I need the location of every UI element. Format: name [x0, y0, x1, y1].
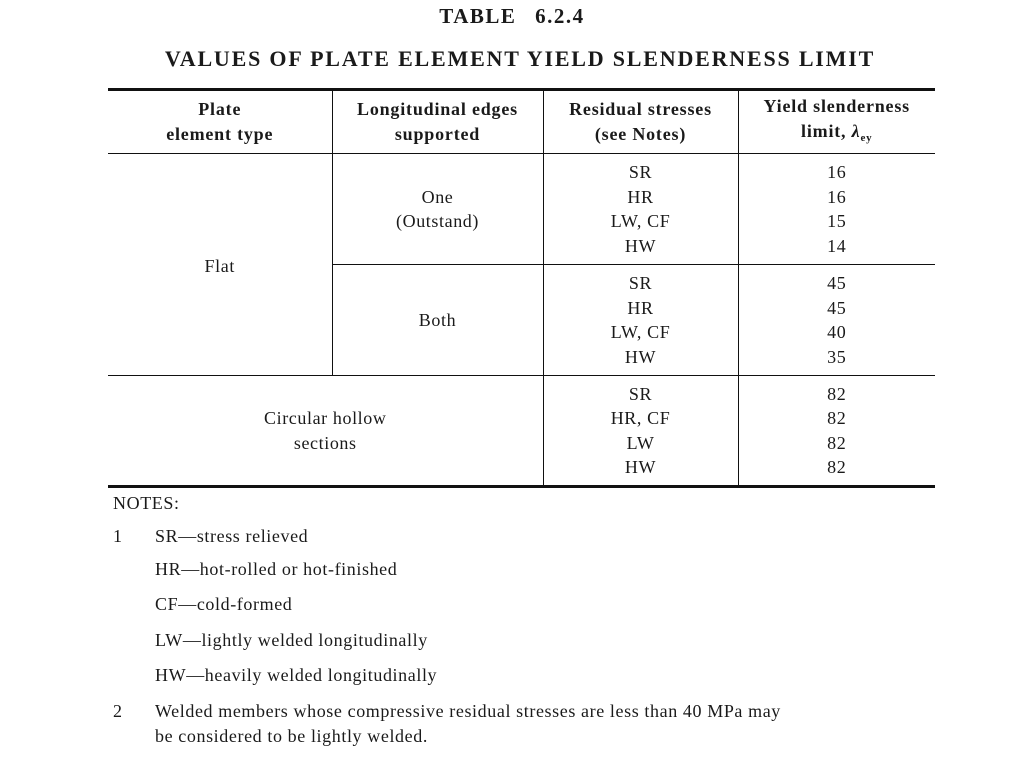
stresses-cell: [543, 154, 738, 265]
limit-value: 45: [827, 273, 847, 293]
limits-cell: [738, 154, 935, 265]
limit-value: 82: [827, 408, 847, 428]
plate-type-text: Circular hollow: [264, 408, 387, 428]
note-number: 2: [113, 701, 123, 721]
stress-value: HR: [627, 297, 654, 318]
table-row: [108, 154, 935, 265]
stresses-cell: [543, 376, 738, 487]
table-title: VALUES OF PLATE ELEMENT YIELD SLENDERNESS LIMIT: [164, 46, 876, 71]
note-line: be considered to be lightly welded.: [155, 726, 428, 746]
slenderness-table: [108, 88, 935, 488]
limit-value: 15: [827, 211, 847, 231]
limit-value: 40: [827, 322, 847, 342]
notes-heading: NOTES:: [113, 493, 180, 513]
stress-value: LW, CF: [610, 322, 671, 342]
stress-value: HW: [624, 346, 657, 367]
limit-value: 82: [827, 383, 847, 404]
header-text: (see Notes): [594, 124, 687, 144]
note-line: Welded members whose compressive residual stresses are less than 40 MPa may: [155, 701, 781, 721]
limit-value: 16: [827, 162, 847, 182]
limits-cell: [738, 265, 935, 376]
note-line: CF—cold-formed: [155, 594, 293, 614]
header-yield-slenderness-limit: [738, 90, 935, 154]
edges-text: (Outstand): [396, 211, 479, 231]
limit-value: 82: [827, 457, 847, 477]
header-text: Plate: [198, 99, 242, 119]
stress-value: LW: [626, 432, 655, 453]
plate-type-text: sections: [293, 432, 357, 453]
stresses-cell: [543, 265, 738, 376]
stress-value: HW: [624, 457, 657, 477]
note-line: HW—heavily welded longitudinally: [155, 665, 438, 685]
edges-cell: [332, 154, 543, 265]
edges-cell: [332, 265, 543, 376]
limit-value: 35: [827, 346, 847, 367]
edges-text: One: [421, 186, 454, 207]
lambda-subscript: ey: [860, 131, 873, 144]
stress-value: LW, CF: [610, 211, 671, 231]
edges-text: Both: [418, 309, 457, 330]
stress-value: HR, CF: [610, 408, 671, 428]
header-row: [108, 90, 935, 154]
stress-value: HW: [624, 235, 657, 256]
limits-cell: [738, 376, 935, 487]
stress-value: SR: [628, 273, 653, 293]
note-number: 1: [113, 526, 123, 546]
plate-type-cell: [108, 376, 543, 487]
lambda-symbol: λ: [851, 120, 861, 141]
header-text-limit: [739, 119, 936, 151]
header-text: Yield slenderness: [763, 95, 910, 116]
note-line: HR—hot-rolled or hot-finished: [155, 559, 398, 579]
header-residual-stresses: [543, 90, 738, 154]
header-longitudinal-edges: [332, 90, 543, 154]
stress-value: HR: [627, 186, 654, 207]
limit-value: 14: [827, 235, 847, 256]
header-text: Longitudinal edges: [357, 99, 518, 119]
note-line: SR—stress relieved: [155, 526, 309, 546]
stress-value: SR: [628, 162, 653, 182]
stress-value: SR: [628, 383, 653, 404]
limit-value: 16: [827, 186, 847, 207]
note-line: LW—lightly welded longitudinally: [155, 630, 428, 650]
table-row: [108, 376, 935, 487]
limit-value: 82: [827, 432, 847, 453]
header-text: supported: [394, 124, 481, 144]
header-plate-element-type: [108, 90, 332, 154]
header-text: Residual stresses: [569, 99, 712, 119]
table-number: TABLE 6.2.4: [439, 4, 585, 28]
plate-type-flat: Flat: [204, 256, 235, 276]
header-text: element type: [166, 124, 274, 144]
header-text: limit,: [801, 120, 847, 141]
plate-type-cell: [108, 154, 332, 376]
limit-value: 45: [827, 297, 847, 318]
